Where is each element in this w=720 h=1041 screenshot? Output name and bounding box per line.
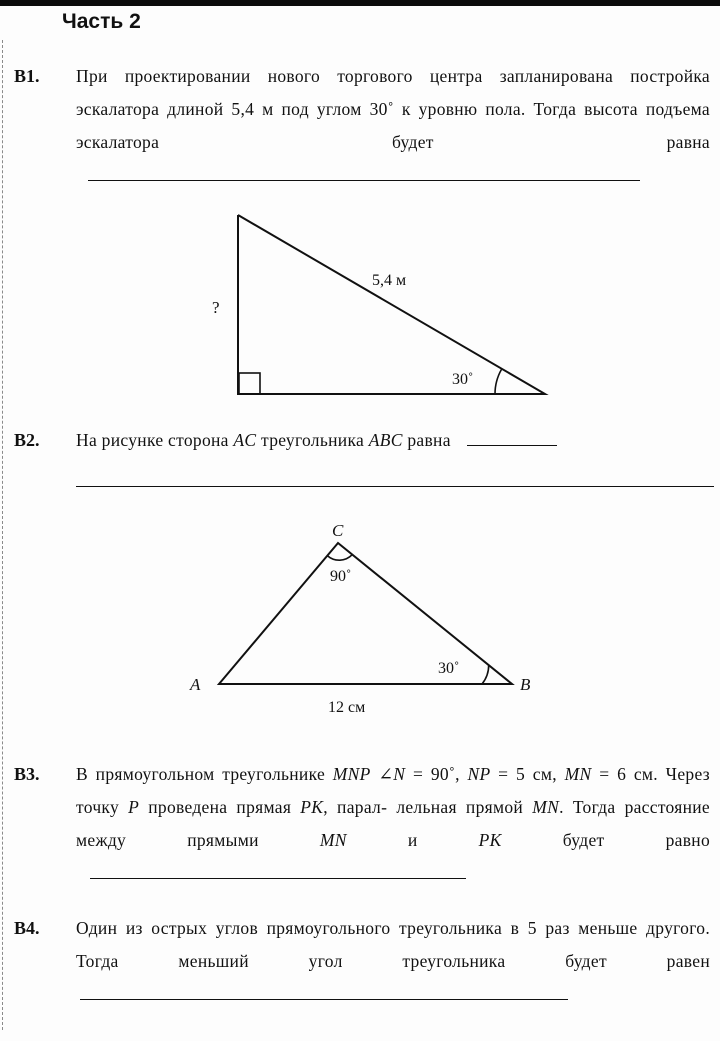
task-text	[76, 60, 710, 192]
text-fragment: В прямоугольном треугольнике	[76, 764, 333, 784]
task-text	[76, 424, 710, 457]
right-triangle	[238, 215, 545, 394]
page-title: Часть 2	[62, 10, 141, 33]
escalator-figure	[190, 205, 570, 405]
triangle-abc	[219, 543, 512, 684]
angle-b-arc	[482, 665, 489, 684]
answer-blank[interactable]	[90, 860, 466, 879]
text-fragment: . Тогда расстояние между прямыми	[76, 797, 710, 850]
task-b2	[14, 424, 714, 504]
line-name: PK	[478, 830, 502, 850]
task-text	[76, 758, 710, 890]
angle-c-label: 90˚	[330, 568, 352, 585]
answer-blank[interactable]	[80, 981, 568, 1000]
answer-blank[interactable]	[88, 162, 640, 181]
task-b1-text: При проектировании нового торгового центра запланирована постройка эскалатора длиной 5,4 м под углом 30˚ к уровню пола. Тогда высота подъема эскалатора будет равна	[76, 66, 710, 152]
point-name: P	[128, 797, 140, 817]
task-number: B2.	[14, 430, 40, 450]
triangle-name: MNP	[332, 764, 371, 784]
text-fragment: будет равно	[501, 830, 710, 850]
task-number: B1.	[14, 66, 40, 86]
triangle-name: ABC	[368, 430, 403, 450]
right-angle-mark	[239, 373, 260, 394]
text-fragment: = 5 см,	[490, 764, 557, 784]
unknown-height-label: ?	[212, 298, 220, 317]
top-border	[0, 0, 720, 6]
angle-b-label: 30˚	[438, 660, 460, 677]
text-fragment: равна	[402, 430, 451, 450]
text-fragment: На рисунке сторона	[76, 430, 234, 450]
text-fragment: , парал-	[323, 797, 388, 817]
text-fragment: лельная прямой	[396, 797, 533, 817]
answer-line[interactable]	[76, 486, 714, 487]
side-name: AC	[233, 430, 257, 450]
segment-name: MN	[564, 764, 592, 784]
text-fragment: и	[346, 830, 479, 850]
side-ab-label: 12 см	[328, 699, 366, 716]
hypotenuse-label: 5,4 м	[372, 272, 407, 289]
line-name: PK	[300, 797, 324, 817]
text-fragment: = 90˚,	[405, 764, 468, 784]
text-fragment: треугольника	[256, 430, 369, 450]
vertex-a-label: A	[190, 675, 201, 694]
vertex-b-label: B	[520, 675, 531, 694]
vertex-c-label: C	[332, 521, 344, 540]
line-name: MN	[319, 830, 347, 850]
angle-label: 30˚	[452, 371, 474, 388]
task-b4-text: Один из острых углов прямоугольного треугольника в 5 раз меньше другого. Тогда меньший угол треугольника будет равен	[76, 918, 710, 971]
text-fragment: = 6 см. Через точку	[76, 764, 710, 817]
task-number: B3.	[14, 764, 40, 784]
line-name: MN	[532, 797, 560, 817]
angle-name: ∠N	[378, 764, 406, 784]
angle-c-arc	[327, 555, 352, 561]
angle-arc	[495, 369, 502, 394]
answer-blank[interactable]	[467, 427, 557, 446]
cut-line	[2, 40, 3, 1030]
triangle-abc-figure	[180, 510, 550, 720]
task-b3	[14, 758, 714, 898]
task-b4	[14, 912, 714, 1022]
task-number: B4.	[14, 918, 40, 938]
text-fragment: проведена прямая	[139, 797, 301, 817]
segment-name: NP	[467, 764, 491, 784]
task-text	[76, 912, 710, 1011]
